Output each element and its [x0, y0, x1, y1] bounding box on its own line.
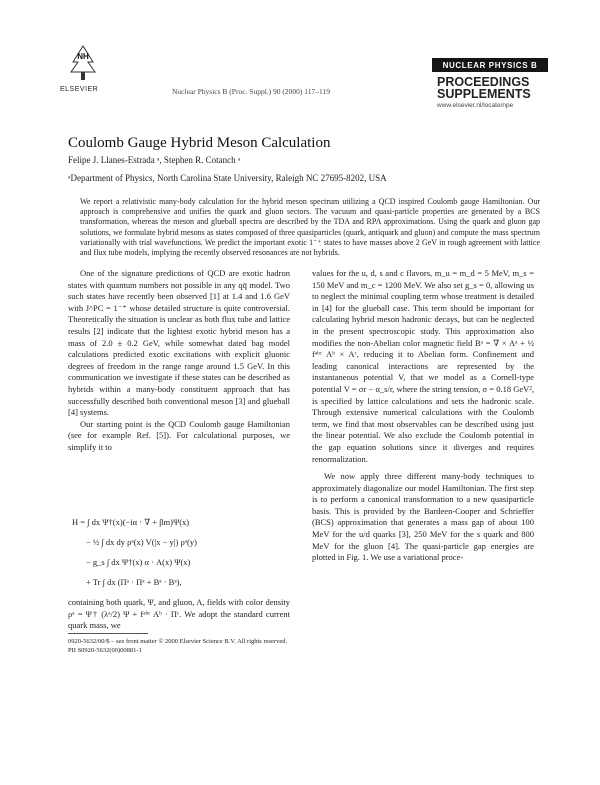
left-column-continued: [68, 597, 290, 632]
left-column: [68, 268, 290, 454]
paragraph: Our starting point is the QCD Coulomb gauge Hamiltonian (see for example Ref. [5]). For calculational purposes, we simplify it to: [68, 418, 290, 452]
equation-line: + Tr ∫ dx (Πᵃ · Πᵃ + Bᵃ · Bᵃ),: [86, 577, 182, 587]
pii-line: PII S0920-5632(00)00881-1: [68, 647, 142, 654]
footer-divider: [68, 633, 148, 634]
paragraph: We now apply three different many-body techniques to approximately diagonalize our model Hamiltonian. The first step is to perform a canonical transformation to a new quasiparticle basis. This is provided by the Bardeen-Cooper and Schrieffer (BCS) approximation that generates a mass gap of about 100 MeV for the u/d quarks [3], 250 MeV for the s quark and 800 MeV for the gluon [4]. The quasi-particle gap energies are plotted in Fig. 1. We use a variational proce-: [312, 471, 534, 563]
paragraph: values for the u, d, s and c flavors, m_u = m_d = 5 MeV, m_s = 150 MeV and m_c = 1200 MeV. We also set g_s = 0, allowing us to neglect the minimal coupling term whose treatment is detailed in [4] for the glueball case. This term should be important for calculating hybrid meson hadronic decays, but can be neglected in the present spectroscopic study. This approximation also modifies the non-Abelian color magnetic field Bᵃ = ∇ × Aᵃ + ½ fᵃᵇᶜ Aᵇ × Aᶜ, reducing it to Abelian form. Confinement and leading canonical interactions are represented by the instantaneous potential V, that we model as a Cornell-type potential V = σr − α_s/r, where the string tension, σ = 0.18 GeV², is specified by lattice calculations and sets the hadronic scale. Through extensive numerical calculations with the Coulomb term, we find that most observables can be described using just the linear potential. We also exclude the Coulomb potential in the gap equation solutions since it diverges and requires renormalization.: [312, 268, 534, 464]
abstract: We report a relativistic many-body calculation for the hybrid meson spectrum utilizing a QCD inspired Coulomb gauge Hamiltonian. Our approach is comprehensive and unifies the quark and gluon sectors. The vacuum and quasi-particle properties are generated by a BCS transformation, whereas the meson and glueball spectra are described by the TDA and RPA approximations. Using the quark and gluon gap solutions, we formulate hybrid mesons as states composed of three quasiparticles (quark, antiquark and gluon) and compute the mass spectrum variationally with trial wavefunctions. We predict the important exotic 1⁻⁺ states to have masses above 2 GeV in rough agreement with lattice and flux tube models, implying the recently observed resonances are not hybrids.: [80, 197, 540, 258]
copyright-line: 0920-5632/00/$ – see front matter © 2000 Elsevier Science B.V. All rights reserved.: [68, 638, 288, 645]
logo-monogram: NH: [77, 52, 89, 61]
supplements-heading: SUPPLEMENTS: [437, 87, 531, 101]
equation-line: H = ∫ dx Ψ†(x)(−iα · ∇ + βm)Ψ(x): [72, 517, 190, 527]
proceedings-heading: PROCEEDINGS: [437, 75, 530, 89]
journal-url[interactable]: www.elsevier.nl/locate/npe: [437, 102, 514, 109]
journal-reference: Nuclear Physics B (Proc. Suppl.) 90 (2000) 117–119: [172, 87, 330, 96]
author-list: Felipe J. Llanes-Estrada ᵃ, Stephen R. Cotanch ᵃ: [68, 155, 241, 165]
affiliation: ᵃDepartment of Physics, North Carolina State University, Raleigh NC 27695-8202, USA: [68, 173, 387, 183]
paragraph: containing both quark, Ψ, and gluon, A, fields with color density ρᵃ = Ψ† (λᵃ/2) Ψ + fᵃᵇᶜ Aᵇ · Πᶜ. We adopt the standard current quark mass, we: [68, 597, 290, 631]
series-banner: NUCLEAR PHYSICS B: [432, 58, 548, 72]
article-title: Coulomb Gauge Hybrid Meson Calculation: [68, 135, 331, 151]
paragraph: One of the signature predictions of QCD are exotic hadron states with quantum numbers not possible in any qq̄ model. Two such states have recently been observed [1] at 1.4 and 1.6 GeV with J^PC = 1⁻⁺ whose detailed structure is quite controversial. Theoretically the situation is unclear as both flux tube and lattice results [2] indicate that the lightest exotic hybrid meson has a mass of 2.0 ± 0.2 GeV, while somewhat dated bag model calculations predicted exotic excitations with explicit gluonic degrees of freedom in the range range around 1.5 GeV. In this communication we investigate if these states can be described as hybrids within a many-body constituent approach that has successfully described both conventional meson [3] and glueball [4] systems.: [68, 268, 290, 418]
equation-line: − ½ ∫ dx dy ρᵃ(x) V(|x − y|) ρᵃ(y): [86, 537, 197, 547]
publisher-name: ELSEVIER: [60, 86, 99, 93]
right-column: [312, 268, 534, 564]
equation-line: − g_s ∫ dx Ψ†(x) α · A(x) Ψ(x): [86, 557, 191, 567]
elsevier-tree-logo: [66, 42, 100, 82]
